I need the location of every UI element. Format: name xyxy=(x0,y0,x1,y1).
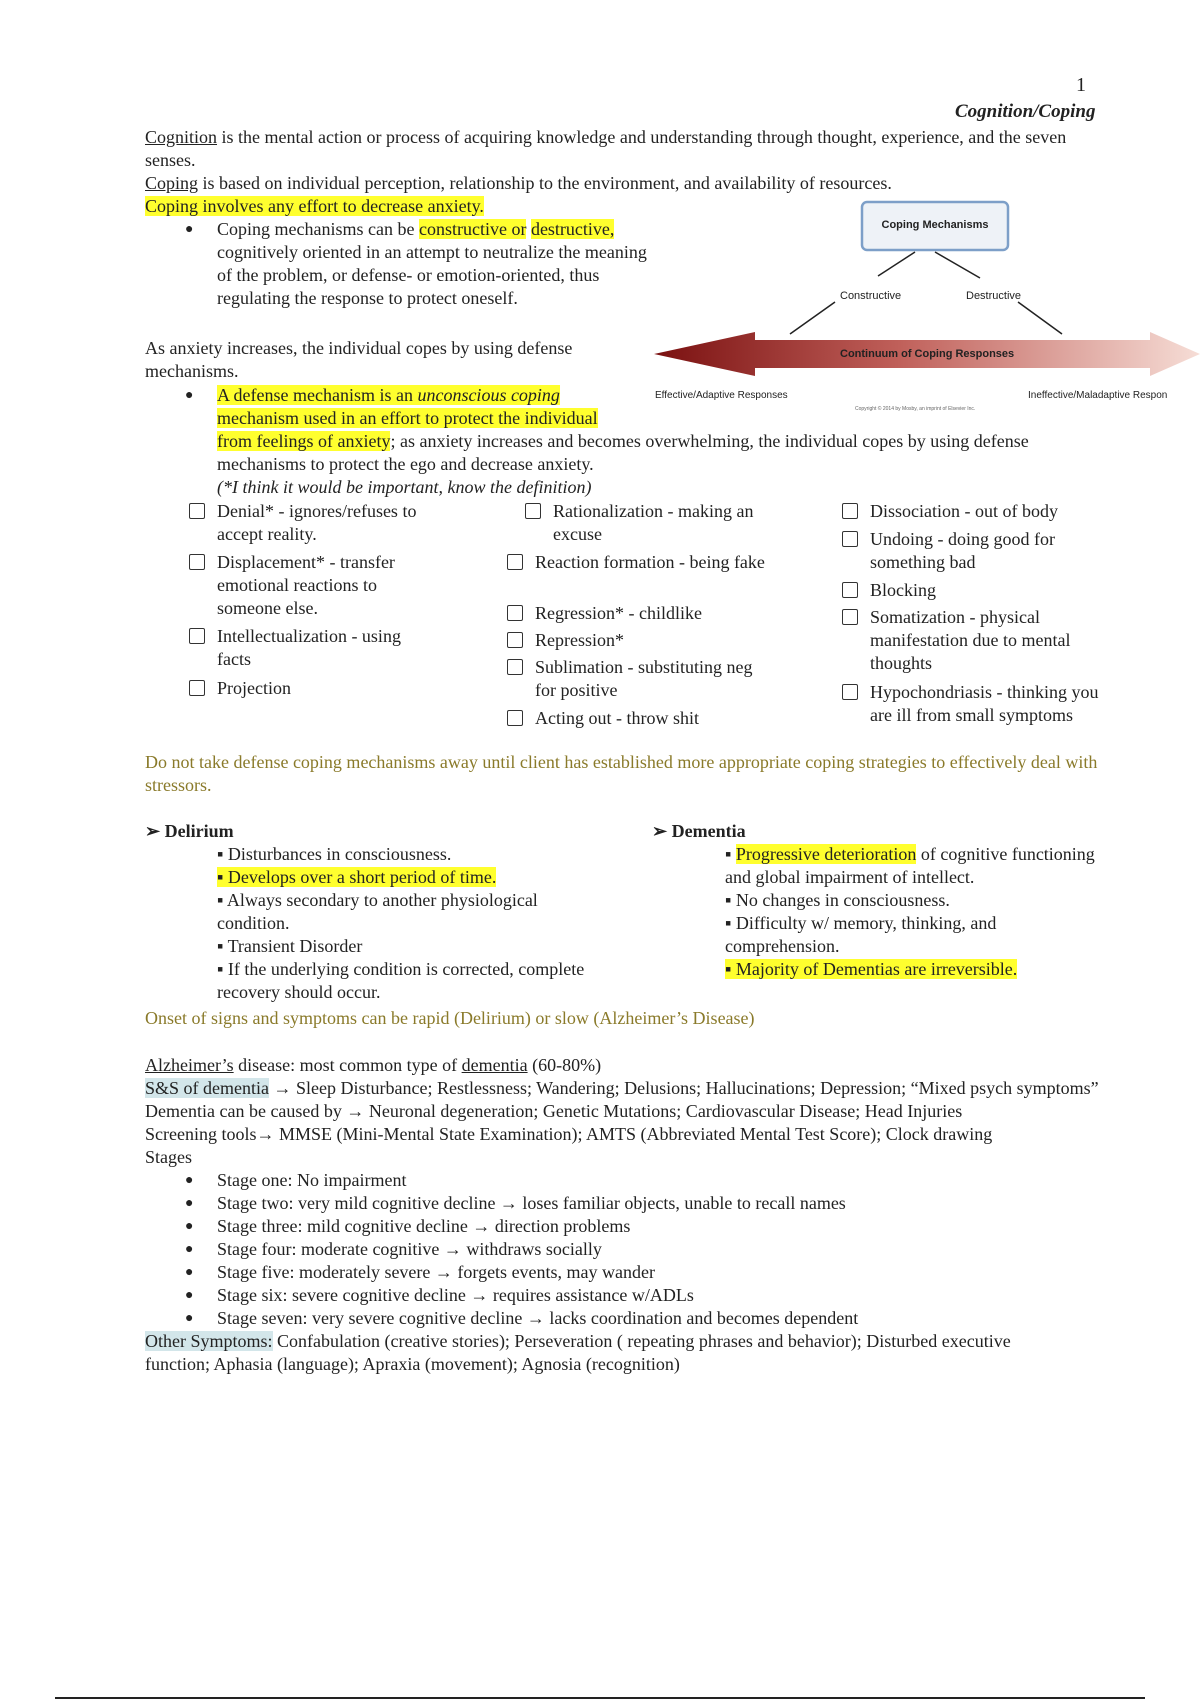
ss-text: → Sleep Disturbance; Restlessness; Wandering; Delusions; Hallucinations; Depression; “Mixed psych symptoms” xyxy=(269,1078,1099,1098)
checkbox-icon[interactable] xyxy=(842,582,858,598)
checklist-label: Regression* - childlike xyxy=(535,603,702,623)
stage-text: Stage two: very mild cognitive decline → loses familiar objects, unable to recall names xyxy=(217,1193,846,1213)
effective-adaptive-label: Effective/Adaptive Responses xyxy=(655,390,788,401)
page-title: Cognition/Coping xyxy=(955,101,1096,122)
coping-mechanisms-label: Coping Mechanisms xyxy=(881,219,989,231)
bullet1-highlight-1: constructive or xyxy=(418,219,527,239)
other-symptoms-label: Other Symptoms: xyxy=(145,1331,273,1351)
dementia-heading xyxy=(652,820,1112,843)
stage-text: Stage one: No impairment xyxy=(217,1170,407,1190)
dementia-item-text: of cognitive functioning and global impairment of intellect. xyxy=(725,844,1095,887)
delirium-item-text: Transient Disorder xyxy=(227,936,363,956)
checkbox-icon[interactable] xyxy=(842,609,858,625)
coping-effort-highlight: Coping involves any effort to decrease anxiety. xyxy=(145,196,484,216)
bullet-dot-icon: ● xyxy=(185,388,194,403)
other-symptoms-line xyxy=(145,1330,1045,1376)
checkbox-icon[interactable] xyxy=(842,503,858,519)
checkbox-icon[interactable] xyxy=(507,554,523,570)
delirium-item-text: If the underlying condition is corrected, complete recovery should occur. xyxy=(217,959,585,1002)
caused-by-line: Dementia can be caused by → Neuronal degeneration; Genetic Mutations; Cardiovascular Disease; Head Injuries xyxy=(145,1101,963,1121)
delirium-heading-text: Delirium xyxy=(164,821,234,841)
stage-text: Stage seven: very severe cognitive decline → lacks coordination and becomes dependent xyxy=(217,1308,859,1328)
dementia-item: ▪ No changes in consciousness. xyxy=(725,890,950,910)
coping-diagram xyxy=(650,198,1200,412)
alzheimers-block xyxy=(145,1054,1105,1376)
alzheimers-mid: disease: most common type of xyxy=(233,1055,462,1075)
stage-item: ● Stage six: severe cognitive decline → requires assistance w/ADLs xyxy=(185,1285,694,1305)
checklist-item xyxy=(870,579,1100,602)
checkbox-icon[interactable] xyxy=(189,554,205,570)
checklist-label: Denial* - ignores/refuses to accept reality. xyxy=(217,501,417,544)
delirium-item-text: Develops over a short period of time. xyxy=(227,867,497,887)
delirium-item: ▪ Disturbances in consciousness. xyxy=(217,844,452,864)
checklist-item xyxy=(217,677,437,700)
stage-item: ● Stage five: moderately severe → forgets events, may wander xyxy=(185,1262,656,1282)
arrow-bullet-icon: ➢ xyxy=(145,821,165,841)
onset-note: Onset of signs and symptoms can be rapid (Delirium) or slow (Alzheimer’s Disease) xyxy=(145,1008,755,1028)
coping-term: Coping xyxy=(145,173,199,193)
alzheimers-term: Alzheimer’s xyxy=(145,1055,234,1075)
other-symptoms-text: Confabulation (creative stories); Perseveration ( repeating phrases and behavior); Disturbed executive function; Aphasia (language); Apraxia (movement); Agnosia (recognition) xyxy=(145,1331,1011,1374)
page-number: 1 xyxy=(1076,74,1086,96)
checklist-label: Dissociation - out of body xyxy=(870,501,1058,521)
delirium-item: ▪ Develops over a short period of time. xyxy=(217,867,497,887)
definition-note: (*I think it would be important, know the definition) xyxy=(217,477,592,497)
arrow-line xyxy=(790,302,835,334)
checklist-item xyxy=(217,625,437,671)
bottom-divider xyxy=(55,1697,1145,1699)
arrow-bullet-icon: ➢ xyxy=(652,821,672,841)
anxiety-paragraph: As anxiety increases, the individual copes by using defense mechanisms. xyxy=(145,338,573,381)
dementia-item-text: No changes in consciousness. xyxy=(735,890,950,910)
checklist-label: Blocking xyxy=(870,580,936,600)
checklist-item xyxy=(535,656,765,702)
dementia-item: ▪ Difficulty w/ memory, thinking, and comprehension. xyxy=(725,913,997,956)
bullet1-text: Coping mechanisms can be xyxy=(217,219,419,239)
alzheimers-tail: (60-80%) xyxy=(527,1055,602,1075)
stage-text: Stage five: moderately severe → forgets events, may wander xyxy=(217,1262,656,1282)
delirium-item: ▪ Always secondary to another physiological condition. xyxy=(217,890,538,933)
bullet-coping-mechanisms xyxy=(185,218,647,310)
stage-item: ● Stage three: mild cognitive decline → direction problems xyxy=(185,1216,631,1236)
checklist-label: Repression* xyxy=(535,630,624,650)
dementia-item-text: Majority of Dementias are irreversible. xyxy=(735,959,1018,979)
delirium-item-text: Disturbances in consciousness. xyxy=(227,844,452,864)
ss-label: S&S of dementia xyxy=(145,1078,269,1098)
checkbox-icon[interactable] xyxy=(507,710,523,726)
checklist-label: Somatization - physical manifestation due to mental thoughts xyxy=(870,607,1071,673)
bullet2-highlight-c: from feelings of anxiety xyxy=(217,431,391,451)
dementia-item: ▪ Progressive deterioration of cognitive functioning and global impairment of intellect. xyxy=(725,844,1095,887)
checklist-item xyxy=(553,500,773,546)
destructive-label: Destructive xyxy=(966,290,1022,302)
diagram-copyright: Copyright © 2014 by Mosby, an imprint of Elsevier Inc. xyxy=(855,406,976,412)
checklist-label: Rationalization - making an excuse xyxy=(553,501,754,544)
dementia-section xyxy=(652,820,1112,981)
stage-text: Stage four: moderate cognitive → withdraws socially xyxy=(217,1239,602,1259)
stage-text: Stage three: mild cognitive decline → direction problems xyxy=(217,1216,631,1236)
alzheimers-line xyxy=(145,1054,1105,1077)
dementia-highlight: Progressive deterioration xyxy=(735,844,917,864)
checklist-item xyxy=(535,551,765,574)
bullet1-highlight-2: destructive, xyxy=(530,219,615,239)
checklist-item xyxy=(535,707,765,730)
dementia-heading-text: Dementia xyxy=(671,821,746,841)
checklist-label: Intellectualization - using facts xyxy=(217,626,401,669)
stages-label: Stages xyxy=(145,1147,192,1167)
arrow-line xyxy=(935,252,980,278)
cognition-paragraph xyxy=(145,126,1105,172)
dementia-word: dementia xyxy=(461,1055,528,1075)
ss-line xyxy=(145,1077,1105,1100)
stage-item: ● Stage four: moderate cognitive → withdraws socially xyxy=(185,1239,602,1259)
do-not-take-note: Do not take defense coping mechanisms away until client has established more appropriate coping strategies to effectively deal with stressors. xyxy=(145,752,1098,795)
checkbox-icon[interactable] xyxy=(507,605,523,621)
checklist-item xyxy=(217,551,437,620)
delirium-item: ▪ If the underlying condition is corrected, complete recovery should occur. xyxy=(217,959,585,1002)
checklist-label: Hypochondriasis - thinking you are ill from small symptoms xyxy=(870,682,1099,725)
delirium-item: ▪ Transient Disorder xyxy=(217,936,363,956)
bullet2-rest: ; as anxiety increases and becomes overwhelming, the individual copes by using defense mechanisms to protect the ego and decrease anxiety. xyxy=(217,431,1029,474)
cognition-term: Cognition xyxy=(145,127,218,147)
coping-definition: is based on individual perception, relationship to the environment, and availability of resources. xyxy=(198,173,892,193)
checklist-label: Reaction formation - being fake xyxy=(535,552,765,572)
checklist-item xyxy=(870,500,1110,523)
continuum-label: Continuum of Coping Responses xyxy=(840,348,1015,360)
checkbox-icon[interactable] xyxy=(189,503,205,519)
checklist-label: Displacement* - transfer emotional reactions to someone else. xyxy=(217,552,395,618)
arrow-line xyxy=(878,252,915,276)
checklist-item xyxy=(535,629,765,652)
bullet-dot-icon: ● xyxy=(185,222,194,237)
checkbox-icon[interactable] xyxy=(507,659,523,675)
delirium-heading xyxy=(145,820,605,843)
checklist-label: Sublimation - substituting neg for positive xyxy=(535,657,753,700)
checkbox-icon[interactable] xyxy=(507,632,523,648)
delirium-item-text: Always secondary to another physiological condition. xyxy=(217,890,538,933)
bullet2-highlight-a: A defense mechanism is an xyxy=(217,385,418,405)
coping-paragraph xyxy=(145,172,1105,195)
coping-effort-line xyxy=(145,195,484,218)
stage-text: Stage six: severe cognitive decline → requires assistance w/ADLs xyxy=(217,1285,694,1305)
checkbox-icon[interactable] xyxy=(842,531,858,547)
checklist-item xyxy=(870,681,1105,727)
ineffective-maladaptive-label: Ineffective/Maladaptive Respon xyxy=(1028,390,1168,401)
constructive-label: Constructive xyxy=(840,290,902,302)
stages-list xyxy=(145,1169,1105,1330)
delirium-section xyxy=(145,820,605,1004)
checklist-item xyxy=(217,500,437,546)
checkbox-icon[interactable] xyxy=(189,628,205,644)
checkbox-icon[interactable] xyxy=(842,684,858,700)
checklist-label: Undoing - doing good for something bad xyxy=(870,529,1055,572)
arrow-line xyxy=(1018,302,1062,334)
bullet2-highlight-b: mechanism used in an effort to protect the individual xyxy=(217,408,598,428)
checkbox-icon[interactable] xyxy=(525,503,541,519)
stage-item: ● Stage seven: very severe cognitive decline → lacks coordination and becomes dependent xyxy=(185,1308,859,1328)
checklist-item xyxy=(870,606,1110,675)
stage-item: ● Stage one: No impairment xyxy=(185,1170,407,1190)
cognition-definition: is the mental action or process of acquiring knowledge and understanding through thought, experience, and the seven senses. xyxy=(145,127,1067,170)
checklist-label: Acting out - throw shit xyxy=(535,708,699,728)
screening-line: Screening tools→ MMSE (Mini-Mental State Examination); AMTS (Abbreviated Mental Test Score); Clock drawing xyxy=(145,1124,993,1144)
stage-item: ● Stage two: very mild cognitive decline → loses familiar objects, unable to recall names xyxy=(185,1193,846,1213)
checklist-label: Projection xyxy=(217,678,291,698)
bullet1-rest: cognitively oriented in an attempt to neutralize the meaning of the problem, or defense- or emotion-oriented, thus regulating the response to protect oneself. xyxy=(217,242,647,308)
checklist-item xyxy=(535,602,765,625)
checklist-item xyxy=(870,528,1100,574)
bullet2-highlight-italic: unconscious coping xyxy=(417,385,560,405)
dementia-item: ▪ Majority of Dementias are irreversible. xyxy=(725,959,1018,979)
dementia-item-text: Difficulty w/ memory, thinking, and comprehension. xyxy=(725,913,997,956)
checkbox-icon[interactable] xyxy=(189,680,205,696)
